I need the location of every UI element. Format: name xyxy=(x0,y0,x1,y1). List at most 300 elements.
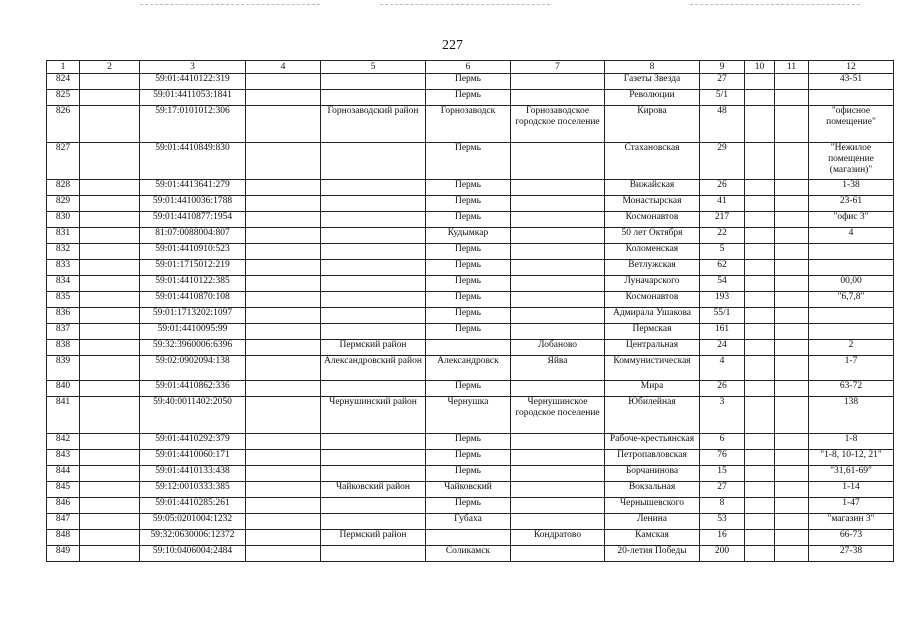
empty-cell xyxy=(775,212,809,228)
empty-cell xyxy=(775,530,809,546)
table-row xyxy=(47,530,894,546)
street-cell: 50 лет Октября xyxy=(605,228,700,244)
district-cell xyxy=(321,276,426,292)
property-register-table xyxy=(46,60,894,562)
cadastral-number-cell: 59:01:1715012:219 xyxy=(140,260,246,276)
empty-cell xyxy=(745,466,775,482)
empty-cell xyxy=(246,466,321,482)
table-row xyxy=(47,212,894,228)
settlement-cell xyxy=(511,450,605,466)
column-header: 10 xyxy=(745,61,775,74)
empty-cell xyxy=(745,292,775,308)
house-number-cell: 26 xyxy=(700,180,745,196)
empty-cell xyxy=(80,546,140,562)
page-number: 227 xyxy=(442,38,463,53)
city-cell: Пермь xyxy=(426,381,511,397)
cadastral-number-cell: 59:01:4410060:171 xyxy=(140,450,246,466)
premises-cell: "Нежилое помещение (магазин)" xyxy=(809,143,894,180)
empty-cell xyxy=(745,324,775,340)
street-cell: Адмирала Ушакова xyxy=(605,308,700,324)
street-cell: Газеты Звезда xyxy=(605,74,700,90)
row-number-cell: 828 xyxy=(47,180,80,196)
empty-cell xyxy=(745,228,775,244)
empty-cell xyxy=(80,244,140,260)
empty-cell xyxy=(775,276,809,292)
table-row xyxy=(47,514,894,530)
premises-cell xyxy=(809,308,894,324)
table-row xyxy=(47,466,894,482)
empty-cell xyxy=(745,244,775,260)
settlement-cell xyxy=(511,381,605,397)
row-number-cell: 849 xyxy=(47,546,80,562)
settlement-cell xyxy=(511,228,605,244)
cadastral-number-cell: 59:01:4410285:261 xyxy=(140,498,246,514)
empty-cell xyxy=(775,308,809,324)
row-number-cell: 837 xyxy=(47,324,80,340)
street-cell: Вокзальная xyxy=(605,482,700,498)
settlement-cell xyxy=(511,466,605,482)
empty-cell xyxy=(246,308,321,324)
empty-cell xyxy=(246,212,321,228)
empty-cell xyxy=(80,340,140,356)
empty-cell xyxy=(745,74,775,90)
house-number-cell: 62 xyxy=(700,260,745,276)
premises-cell: 63-72 xyxy=(809,381,894,397)
cadastral-number-cell: 59:32:3960006:6396 xyxy=(140,340,246,356)
empty-cell xyxy=(775,482,809,498)
cadastral-number-cell: 59:01:4410122:319 xyxy=(140,74,246,90)
empty-cell xyxy=(745,143,775,180)
house-number-cell: 26 xyxy=(700,381,745,397)
empty-cell xyxy=(745,106,775,143)
city-cell: Чайковский xyxy=(426,482,511,498)
district-cell xyxy=(321,434,426,450)
row-number-cell: 846 xyxy=(47,498,80,514)
house-number-cell: 161 xyxy=(700,324,745,340)
premises-cell xyxy=(809,260,894,276)
settlement-cell xyxy=(511,514,605,530)
table-row xyxy=(47,196,894,212)
house-number-cell: 41 xyxy=(700,196,745,212)
city-cell: Соликамск xyxy=(426,546,511,562)
premises-cell: "31,61-69" xyxy=(809,466,894,482)
table-row xyxy=(47,381,894,397)
cadastral-number-cell: 59:01:4410862:336 xyxy=(140,381,246,397)
city-cell: Пермь xyxy=(426,498,511,514)
empty-cell xyxy=(775,90,809,106)
empty-cell xyxy=(775,466,809,482)
premises-cell: 66-73 xyxy=(809,530,894,546)
column-header: 5 xyxy=(321,61,426,74)
table-body xyxy=(47,74,894,562)
table-row xyxy=(47,434,894,450)
city-cell: Пермь xyxy=(426,324,511,340)
street-cell: Вижайская xyxy=(605,180,700,196)
street-cell: Петропавловская xyxy=(605,450,700,466)
premises-cell: 138 xyxy=(809,397,894,434)
empty-cell xyxy=(246,196,321,212)
city-cell: Пермь xyxy=(426,292,511,308)
empty-cell xyxy=(80,106,140,143)
house-number-cell: 48 xyxy=(700,106,745,143)
empty-cell xyxy=(775,514,809,530)
empty-cell xyxy=(80,90,140,106)
district-cell xyxy=(321,450,426,466)
house-number-cell: 217 xyxy=(700,212,745,228)
cadastral-number-cell: 59:01:4413641:279 xyxy=(140,180,246,196)
street-cell: Центральная xyxy=(605,340,700,356)
settlement-cell xyxy=(511,308,605,324)
empty-cell xyxy=(745,397,775,434)
house-number-cell: 24 xyxy=(700,340,745,356)
cadastral-number-cell: 59:01:4410133:438 xyxy=(140,466,246,482)
street-cell: Чернышевского xyxy=(605,498,700,514)
settlement-cell xyxy=(511,212,605,228)
empty-cell xyxy=(775,340,809,356)
city-cell: Пермь xyxy=(426,90,511,106)
house-number-cell: 15 xyxy=(700,466,745,482)
scan-top-line xyxy=(380,4,550,5)
settlement-cell xyxy=(511,143,605,180)
empty-cell xyxy=(80,324,140,340)
house-number-cell: 54 xyxy=(700,276,745,292)
column-header: 8 xyxy=(605,61,700,74)
settlement-cell xyxy=(511,260,605,276)
table-row xyxy=(47,90,894,106)
table-row xyxy=(47,397,894,434)
settlement-cell xyxy=(511,74,605,90)
empty-cell xyxy=(745,381,775,397)
street-cell: Ленина xyxy=(605,514,700,530)
row-number-cell: 836 xyxy=(47,308,80,324)
city-cell: Пермь xyxy=(426,143,511,180)
empty-cell xyxy=(246,228,321,244)
empty-cell xyxy=(80,356,140,381)
empty-cell xyxy=(745,450,775,466)
settlement-cell xyxy=(511,90,605,106)
empty-cell xyxy=(246,381,321,397)
table-row xyxy=(47,340,894,356)
empty-cell xyxy=(775,324,809,340)
empty-cell xyxy=(745,212,775,228)
table-row xyxy=(47,356,894,381)
empty-cell xyxy=(246,106,321,143)
street-cell: Революции xyxy=(605,90,700,106)
empty-cell xyxy=(246,340,321,356)
row-number-cell: 840 xyxy=(47,381,80,397)
settlement-cell: Яйва xyxy=(511,356,605,381)
empty-cell xyxy=(775,356,809,381)
street-cell: Космонавтов xyxy=(605,292,700,308)
scan-top-line xyxy=(140,4,320,5)
street-cell: 20-летия Победы xyxy=(605,546,700,562)
district-cell xyxy=(321,381,426,397)
cadastral-number-cell: 59:02:0902094:138 xyxy=(140,356,246,381)
empty-cell xyxy=(775,498,809,514)
empty-cell xyxy=(745,498,775,514)
column-header: 11 xyxy=(775,61,809,74)
empty-cell xyxy=(745,180,775,196)
empty-cell xyxy=(745,308,775,324)
row-number-cell: 827 xyxy=(47,143,80,180)
house-number-cell: 27 xyxy=(700,74,745,90)
street-cell: Рабоче-крестьянская xyxy=(605,434,700,450)
district-cell xyxy=(321,546,426,562)
empty-cell xyxy=(80,434,140,450)
empty-cell xyxy=(745,482,775,498)
row-number-cell: 847 xyxy=(47,514,80,530)
empty-cell xyxy=(246,482,321,498)
cadastral-number-cell: 59:12:0010333:385 xyxy=(140,482,246,498)
empty-cell xyxy=(80,143,140,180)
city-cell: Пермь xyxy=(426,466,511,482)
settlement-cell xyxy=(511,482,605,498)
empty-cell xyxy=(775,397,809,434)
empty-cell xyxy=(745,340,775,356)
premises-cell: 1-38 xyxy=(809,180,894,196)
district-cell xyxy=(321,466,426,482)
house-number-cell: 4 xyxy=(700,356,745,381)
row-number-cell: 830 xyxy=(47,212,80,228)
column-header: 7 xyxy=(511,61,605,74)
empty-cell xyxy=(80,276,140,292)
district-cell xyxy=(321,308,426,324)
city-cell: Пермь xyxy=(426,196,511,212)
city-cell: Пермь xyxy=(426,276,511,292)
empty-cell xyxy=(775,143,809,180)
row-number-cell: 838 xyxy=(47,340,80,356)
cadastral-number-cell: 59:01:4411053:1841 xyxy=(140,90,246,106)
empty-cell xyxy=(246,244,321,260)
table-row xyxy=(47,74,894,90)
city-cell xyxy=(426,530,511,546)
empty-cell xyxy=(246,292,321,308)
table-row xyxy=(47,292,894,308)
house-number-cell: 22 xyxy=(700,228,745,244)
empty-cell xyxy=(246,546,321,562)
empty-cell xyxy=(246,324,321,340)
settlement-cell xyxy=(511,324,605,340)
premises-cell xyxy=(809,244,894,260)
empty-cell xyxy=(80,482,140,498)
row-number-cell: 844 xyxy=(47,466,80,482)
premises-cell: 00,00 xyxy=(809,276,894,292)
empty-cell xyxy=(745,260,775,276)
premises-cell: 1-7 xyxy=(809,356,894,381)
settlement-cell xyxy=(511,546,605,562)
empty-cell xyxy=(775,381,809,397)
district-cell xyxy=(321,514,426,530)
premises-cell: "магазин 3" xyxy=(809,514,894,530)
premises-cell: "1-8, 10-12, 21" xyxy=(809,450,894,466)
premises-cell xyxy=(809,324,894,340)
district-cell xyxy=(321,196,426,212)
empty-cell xyxy=(745,546,775,562)
district-cell xyxy=(321,324,426,340)
empty-cell xyxy=(80,498,140,514)
premises-cell: 1-8 xyxy=(809,434,894,450)
empty-cell xyxy=(246,90,321,106)
empty-cell xyxy=(80,397,140,434)
city-cell xyxy=(426,340,511,356)
row-number-cell: 833 xyxy=(47,260,80,276)
empty-cell xyxy=(775,228,809,244)
empty-cell xyxy=(246,276,321,292)
city-cell: Губаха xyxy=(426,514,511,530)
city-cell: Пермь xyxy=(426,308,511,324)
empty-cell xyxy=(80,514,140,530)
premises-cell: "офис 3" xyxy=(809,212,894,228)
street-cell: Коммунистическая xyxy=(605,356,700,381)
cadastral-number-cell: 59:01:4410877:1954 xyxy=(140,212,246,228)
district-cell: Горнозаводский район xyxy=(321,106,426,143)
empty-cell xyxy=(775,292,809,308)
empty-cell xyxy=(775,74,809,90)
street-cell: Ветлужская xyxy=(605,260,700,276)
empty-cell xyxy=(745,90,775,106)
row-number-cell: 845 xyxy=(47,482,80,498)
district-cell xyxy=(321,228,426,244)
district-cell: Чернушинский район xyxy=(321,397,426,434)
cadastral-number-cell: 59:01:4410122:385 xyxy=(140,276,246,292)
district-cell xyxy=(321,292,426,308)
city-cell: Пермь xyxy=(426,74,511,90)
district-cell xyxy=(321,74,426,90)
empty-cell xyxy=(80,260,140,276)
district-cell xyxy=(321,212,426,228)
premises-cell: 1-14 xyxy=(809,482,894,498)
empty-cell xyxy=(775,434,809,450)
city-cell: Александровск xyxy=(426,356,511,381)
street-cell: Космонавтов xyxy=(605,212,700,228)
district-cell: Пермский район xyxy=(321,340,426,356)
street-cell: Монастырская xyxy=(605,196,700,212)
street-cell: Пермская xyxy=(605,324,700,340)
street-cell: Камская xyxy=(605,530,700,546)
city-cell: Пермь xyxy=(426,180,511,196)
settlement-cell xyxy=(511,292,605,308)
empty-cell xyxy=(246,397,321,434)
empty-cell xyxy=(246,356,321,381)
empty-cell xyxy=(246,498,321,514)
column-header: 1 xyxy=(47,61,80,74)
table-row xyxy=(47,228,894,244)
cadastral-number-cell: 59:17:0101012:306 xyxy=(140,106,246,143)
row-number-cell: 824 xyxy=(47,74,80,90)
table-row xyxy=(47,450,894,466)
cadastral-number-cell: 59:01:1713202:1097 xyxy=(140,308,246,324)
house-number-cell: 5 xyxy=(700,244,745,260)
row-number-cell: 835 xyxy=(47,292,80,308)
row-number-cell: 832 xyxy=(47,244,80,260)
city-cell: Горнозаводск xyxy=(426,106,511,143)
empty-cell xyxy=(80,308,140,324)
premises-cell: 43-51 xyxy=(809,74,894,90)
column-header: 12 xyxy=(809,61,894,74)
column-header: 3 xyxy=(140,61,246,74)
table-row xyxy=(47,260,894,276)
empty-cell xyxy=(745,196,775,212)
column-header: 4 xyxy=(246,61,321,74)
empty-cell xyxy=(80,381,140,397)
cadastral-number-cell: 59:40:0011402:2050 xyxy=(140,397,246,434)
empty-cell xyxy=(775,106,809,143)
cadastral-number-cell: 59:01:4410036:1788 xyxy=(140,196,246,212)
empty-cell xyxy=(80,450,140,466)
empty-cell xyxy=(80,212,140,228)
empty-cell xyxy=(775,180,809,196)
settlement-cell: Кондратово xyxy=(511,530,605,546)
table-row xyxy=(47,143,894,180)
premises-cell: 27-38 xyxy=(809,546,894,562)
premises-cell: "офисное помещение" xyxy=(809,106,894,143)
table-row xyxy=(47,276,894,292)
empty-cell xyxy=(745,356,775,381)
street-cell: Борчанинова xyxy=(605,466,700,482)
district-cell xyxy=(321,244,426,260)
empty-cell xyxy=(775,546,809,562)
street-cell: Мира xyxy=(605,381,700,397)
settlement-cell xyxy=(511,498,605,514)
empty-cell xyxy=(80,74,140,90)
city-cell: Пермь xyxy=(426,212,511,228)
row-number-cell: 826 xyxy=(47,106,80,143)
row-number-cell: 841 xyxy=(47,397,80,434)
district-cell xyxy=(321,498,426,514)
city-cell: Пермь xyxy=(426,434,511,450)
house-number-cell: 27 xyxy=(700,482,745,498)
row-number-cell: 829 xyxy=(47,196,80,212)
empty-cell xyxy=(745,514,775,530)
settlement-cell xyxy=(511,180,605,196)
street-cell: Кирова xyxy=(605,106,700,143)
row-number-cell: 842 xyxy=(47,434,80,450)
empty-cell xyxy=(745,530,775,546)
house-number-cell: 76 xyxy=(700,450,745,466)
empty-cell xyxy=(246,260,321,276)
city-cell: Чернушка xyxy=(426,397,511,434)
empty-cell xyxy=(246,530,321,546)
table-row xyxy=(47,498,894,514)
empty-cell xyxy=(80,196,140,212)
settlement-cell xyxy=(511,434,605,450)
column-header: 6 xyxy=(426,61,511,74)
house-number-cell: 5/1 xyxy=(700,90,745,106)
house-number-cell: 53 xyxy=(700,514,745,530)
column-header: 2 xyxy=(80,61,140,74)
empty-cell xyxy=(775,450,809,466)
cadastral-number-cell: 59:10:0406004:2484 xyxy=(140,546,246,562)
settlement-cell xyxy=(511,276,605,292)
house-number-cell: 55/1 xyxy=(700,308,745,324)
table-row xyxy=(47,106,894,143)
row-number-cell: 825 xyxy=(47,90,80,106)
cadastral-number-cell: 59:01:4410910:523 xyxy=(140,244,246,260)
cadastral-number-cell: 59:01:4410292:379 xyxy=(140,434,246,450)
premises-cell: 1-47 xyxy=(809,498,894,514)
house-number-cell: 8 xyxy=(700,498,745,514)
empty-cell xyxy=(80,180,140,196)
district-cell xyxy=(321,260,426,276)
house-number-cell: 16 xyxy=(700,530,745,546)
empty-cell xyxy=(246,74,321,90)
table-row xyxy=(47,324,894,340)
house-number-cell: 3 xyxy=(700,397,745,434)
empty-cell xyxy=(80,228,140,244)
street-cell: Стахановская xyxy=(605,143,700,180)
house-number-cell: 29 xyxy=(700,143,745,180)
premises-cell: 23-61 xyxy=(809,196,894,212)
